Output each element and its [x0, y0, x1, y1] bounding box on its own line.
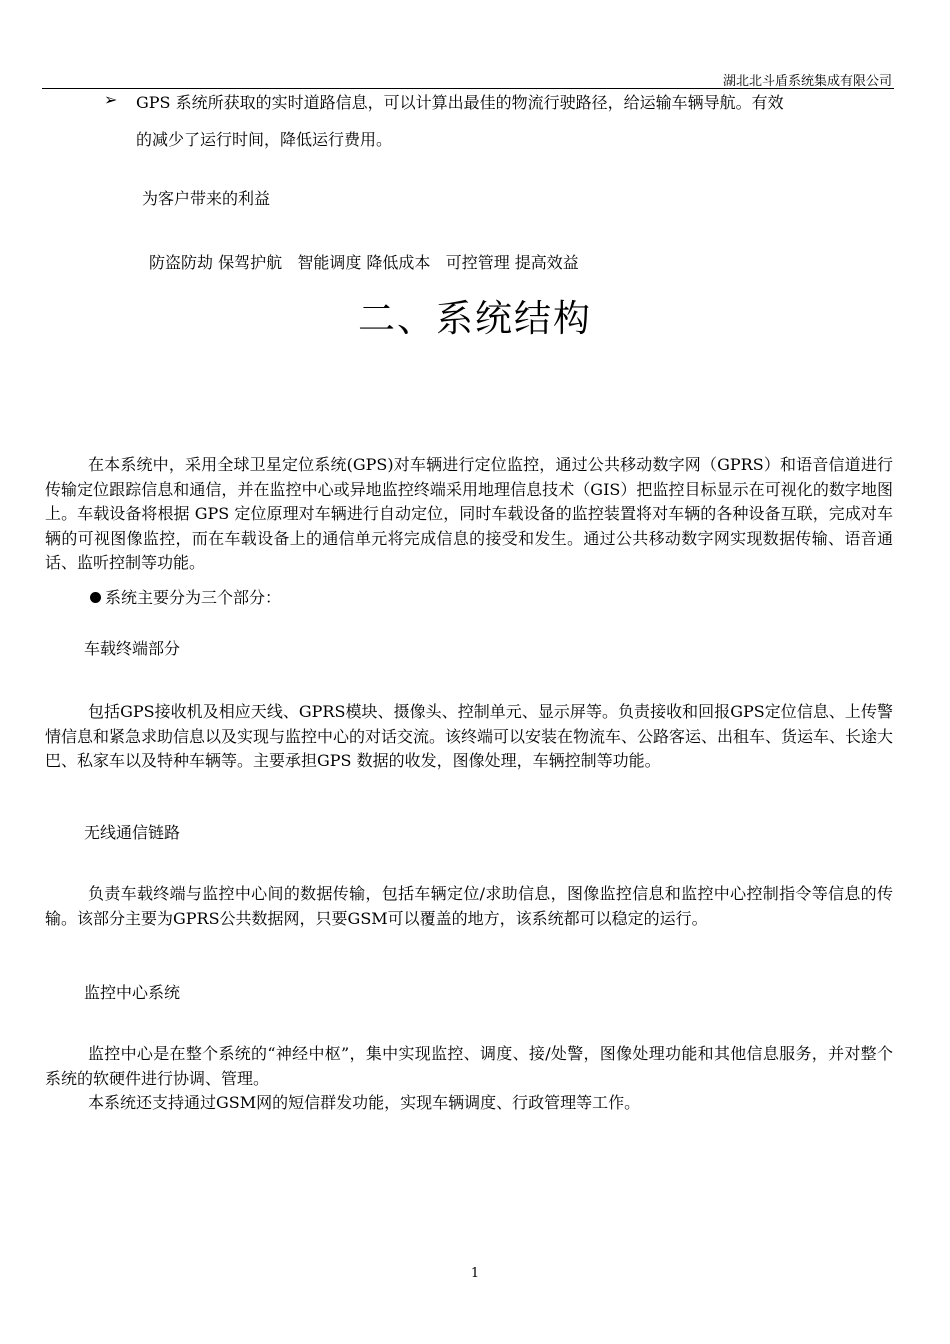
- overview-paragraph: [45, 453, 893, 576]
- part-body-monitoring-center: [45, 1042, 893, 1116]
- part-body-vehicle-terminal: [45, 700, 893, 774]
- bullet-dot-icon: [90, 592, 101, 603]
- part-body-text: 包括GPS接收机及相应天线、GPRS模块、摄像头、控制单元、显示屏等。负责接收和回报GPS定位信息、上传警情信息和紧急求助信息以及实现与监控中心的对话交流。该终端可以安装在物流车、公路客运、出租车、货运车、长途大巴、私家车以及特种车辆等。主要承担GPS 数据的收发，图像处理，车辆控制等功能。: [45, 702, 894, 770]
- parts-intro-text: 系统主要分为三个部分：: [105, 588, 282, 607]
- part-body-text: 负责车载终端与监控中心间的数据传输，包括车辆定位/求助信息，图像监控信息和监控中心控制指令等信息的传输。该部分主要为GPRS公共数据网，只要GSM可以覆盖的地方，该系统都可以稳定的运行。: [45, 884, 893, 928]
- benefits-items: 防盗防劫 保驾护航 智能调度 降低成本 可控管理 提高效益: [149, 253, 579, 272]
- arrow-bullet-icon: ➢: [104, 90, 118, 109]
- overview-text: 在本系统中，采用全球卫星定位系统(GPS)对车辆进行定位监控，通过公共移动数字网（GPRS）和语音信道进行传输定位跟踪信息和通信，并在监控中心或异地监控终端采用地理信息技术（GIS）把监控目标显示在可视化的数字地图上。车载设备将根据 GPS 定位原理对车辆进行自动定位，同时车载设备的监控装置将对车辆的各种设备互联，完成对车辆的可视图像监控，而在车载设备上的通信单元将完成信息的接受和发生。通过公共移动数字网实现数据传输、语音通话、监听控制等功能。: [45, 455, 893, 572]
- part-title-wireless-link: 无线通信链路: [84, 823, 181, 842]
- closing-text: 本系统还支持通过GSM网的短信群发功能，实现车辆调度、行政管理等工作。: [88, 1093, 641, 1112]
- header-company-name: 湖北北斗盾系统集成有限公司: [722, 74, 892, 89]
- part-title-monitoring-center: 监控中心系统: [84, 983, 181, 1002]
- part-body-text: 监控中心是在整个系统的“神经中枢”，集中实现监控、调度、接/处警，图像处理功能和其他信息服务，并对整个系统的软硬件进行协调、管理。: [45, 1044, 893, 1088]
- intro-bullet-line-2: 的减少了运行时间，降低运行费用。: [136, 130, 393, 149]
- header-rule: [42, 88, 894, 89]
- section-title: 二、系统结构: [358, 297, 592, 340]
- parts-intro: [90, 585, 281, 608]
- part-body-wireless-link: [45, 882, 893, 931]
- intro-bullet-line-1: GPS 系统所获取的实时道路信息，可以计算出最佳的物流行驶路径，给运输车辆导航。有效: [136, 93, 784, 112]
- part-title-vehicle-terminal: 车载终端部分: [84, 639, 181, 658]
- benefits-heading: 为客户带来的利益: [142, 189, 271, 208]
- page-number: 1: [470, 1266, 480, 1281]
